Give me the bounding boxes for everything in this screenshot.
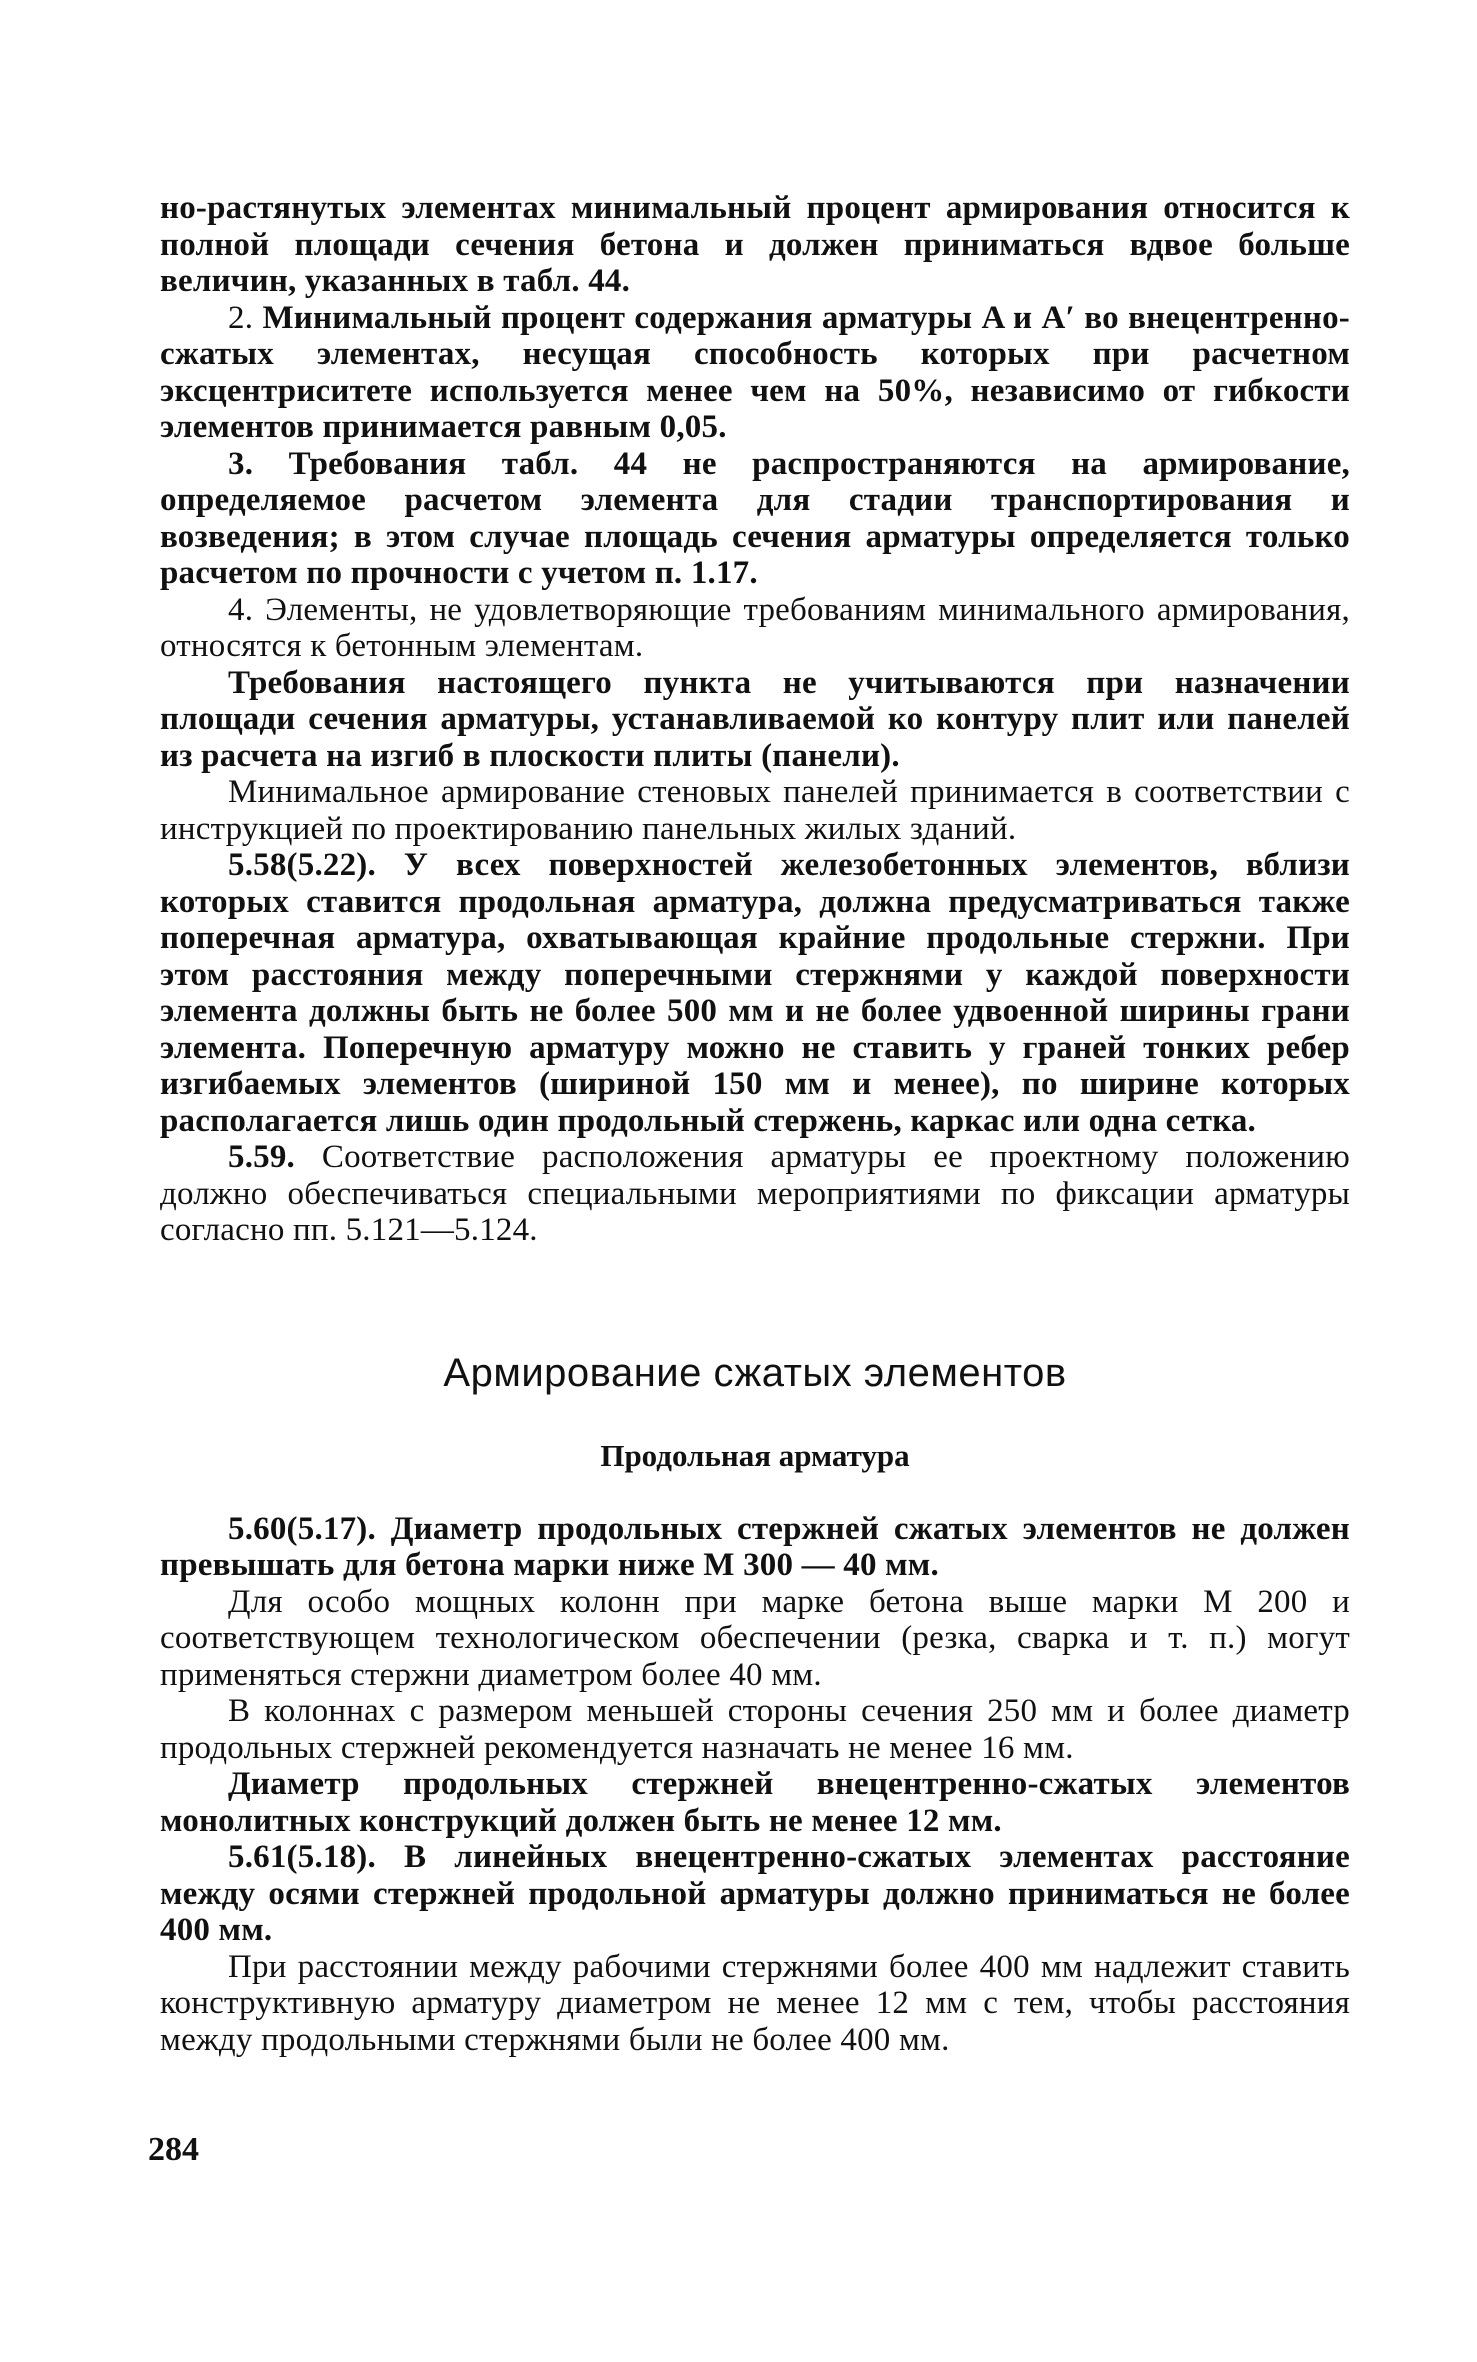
page-number: 284 bbox=[148, 2131, 199, 2168]
paragraph-powerful-columns: Для особо мощных колонн при марке бетона выше марки М 200 и соответствующем технологическом обеспечении (резка, сварка и т. п.) могут применяться стержни диаметром более 40 мм. bbox=[160, 1583, 1350, 1693]
paragraph-item-2 bbox=[160, 300, 1350, 446]
item-number: 2. bbox=[228, 299, 254, 336]
page-content bbox=[160, 190, 1350, 2058]
paragraph-continuation: но-растянутых элементах минимальный процент армирования относится к полной площади сечения бетона и должен приниматься вдвое больше величин, указанных в табл. 44. bbox=[160, 190, 1350, 299]
paragraph-5-60: 5.60(5.17). Диаметр продольных стержней сжатых элементов не должен превышать для бетона марки ниже М 300 — 40 мм. bbox=[160, 1510, 1350, 1583]
paragraph-spacing-400: При расстоянии между рабочими стержнями более 400 мм надлежит ставить конструктивную арматуру диаметром не менее 12 мм с тем, чтобы расстояния между продольными стержнями были не более 400 мм. bbox=[160, 1948, 1350, 2058]
item-text: Минимальный процент содержания арматуры A и A′ во внецентренно-сжатых элементах, несущая способность которых при расчетном эксцентриситете используется менее чем на 50%, независимо от гибкости элементов принимается равным 0,05. bbox=[160, 299, 1350, 445]
section-subtitle: Продольная арматура bbox=[600, 1437, 910, 1473]
item-text: Соответствие расположения арматуры ее проектному положению должно обеспечиваться специальными мероприятиями по фиксации арматуры согласно пп. 5.121—5.124. bbox=[160, 1139, 1350, 1248]
paragraph-item-4: 4. Элементы, не удовлетворяющие требованиям минимального армирования, относятся к бетонным элементам. bbox=[160, 591, 1350, 664]
paragraph-monolithic: Диаметр продольных стержней внецентренно-сжатых элементов монолитных конструкций должен быть не менее 12 мм. bbox=[160, 1766, 1350, 1839]
paragraph-5-61: 5.61(5.18). В линейных внецентренно-сжатых элементах расстояние между осями стержней продольной арматуры должно приниматься не более 400 мм. bbox=[160, 1839, 1350, 1948]
paragraph-wall-panels: Минимальное армирование стеновых панелей принимается в соответствии с инструкцией по проектированию панельных жилых зданий. bbox=[160, 774, 1350, 847]
paragraph-5-59 bbox=[160, 1139, 1350, 1249]
paragraph-5-58: 5.58(5.22). У всех поверхностей железобетонных элементов, вблизи которых ставится продольная арматура, должна предусматриваться также поперечная арматура, охватывающая крайние продольные стержни. При этом расстояния между поперечными стержнями у каждой поверхности элемента должны быть не более 500 мм и не более удвоенной ширины грани элемента. Поперечную арматуру можно не ставить у граней тонких ребер изгибаемых элементов (шириной 150 мм и менее), по ширине которых располагается лишь один продольный стержень, каркас или одна сетка. bbox=[160, 847, 1350, 1139]
paragraph-columns-250: В колоннах с размером меньшей стороны сечения 250 мм и более диаметр продольных стержней рекомендуется назначать не менее 16 мм. bbox=[160, 1693, 1350, 1766]
paragraph-requirements: Требования настоящего пункта не учитываются при назначении площади сечения арматуры, устанавливаемой ко контуру плит или панелей из расчета на изгиб в плоскости плиты (панели). bbox=[160, 664, 1350, 774]
item-number: 5.59. bbox=[228, 1139, 295, 1175]
section-title: Армирование сжатых элементов bbox=[443, 1350, 1067, 1395]
paragraph-item-3: 3. Требования табл. 44 не распространяются на армирование, определяемое расчетом элемента для стадии транспортирования и возведения; в этом случае площадь сечения арматуры определяется только расчетом по прочности с учетом п. 1.17. bbox=[160, 445, 1350, 591]
